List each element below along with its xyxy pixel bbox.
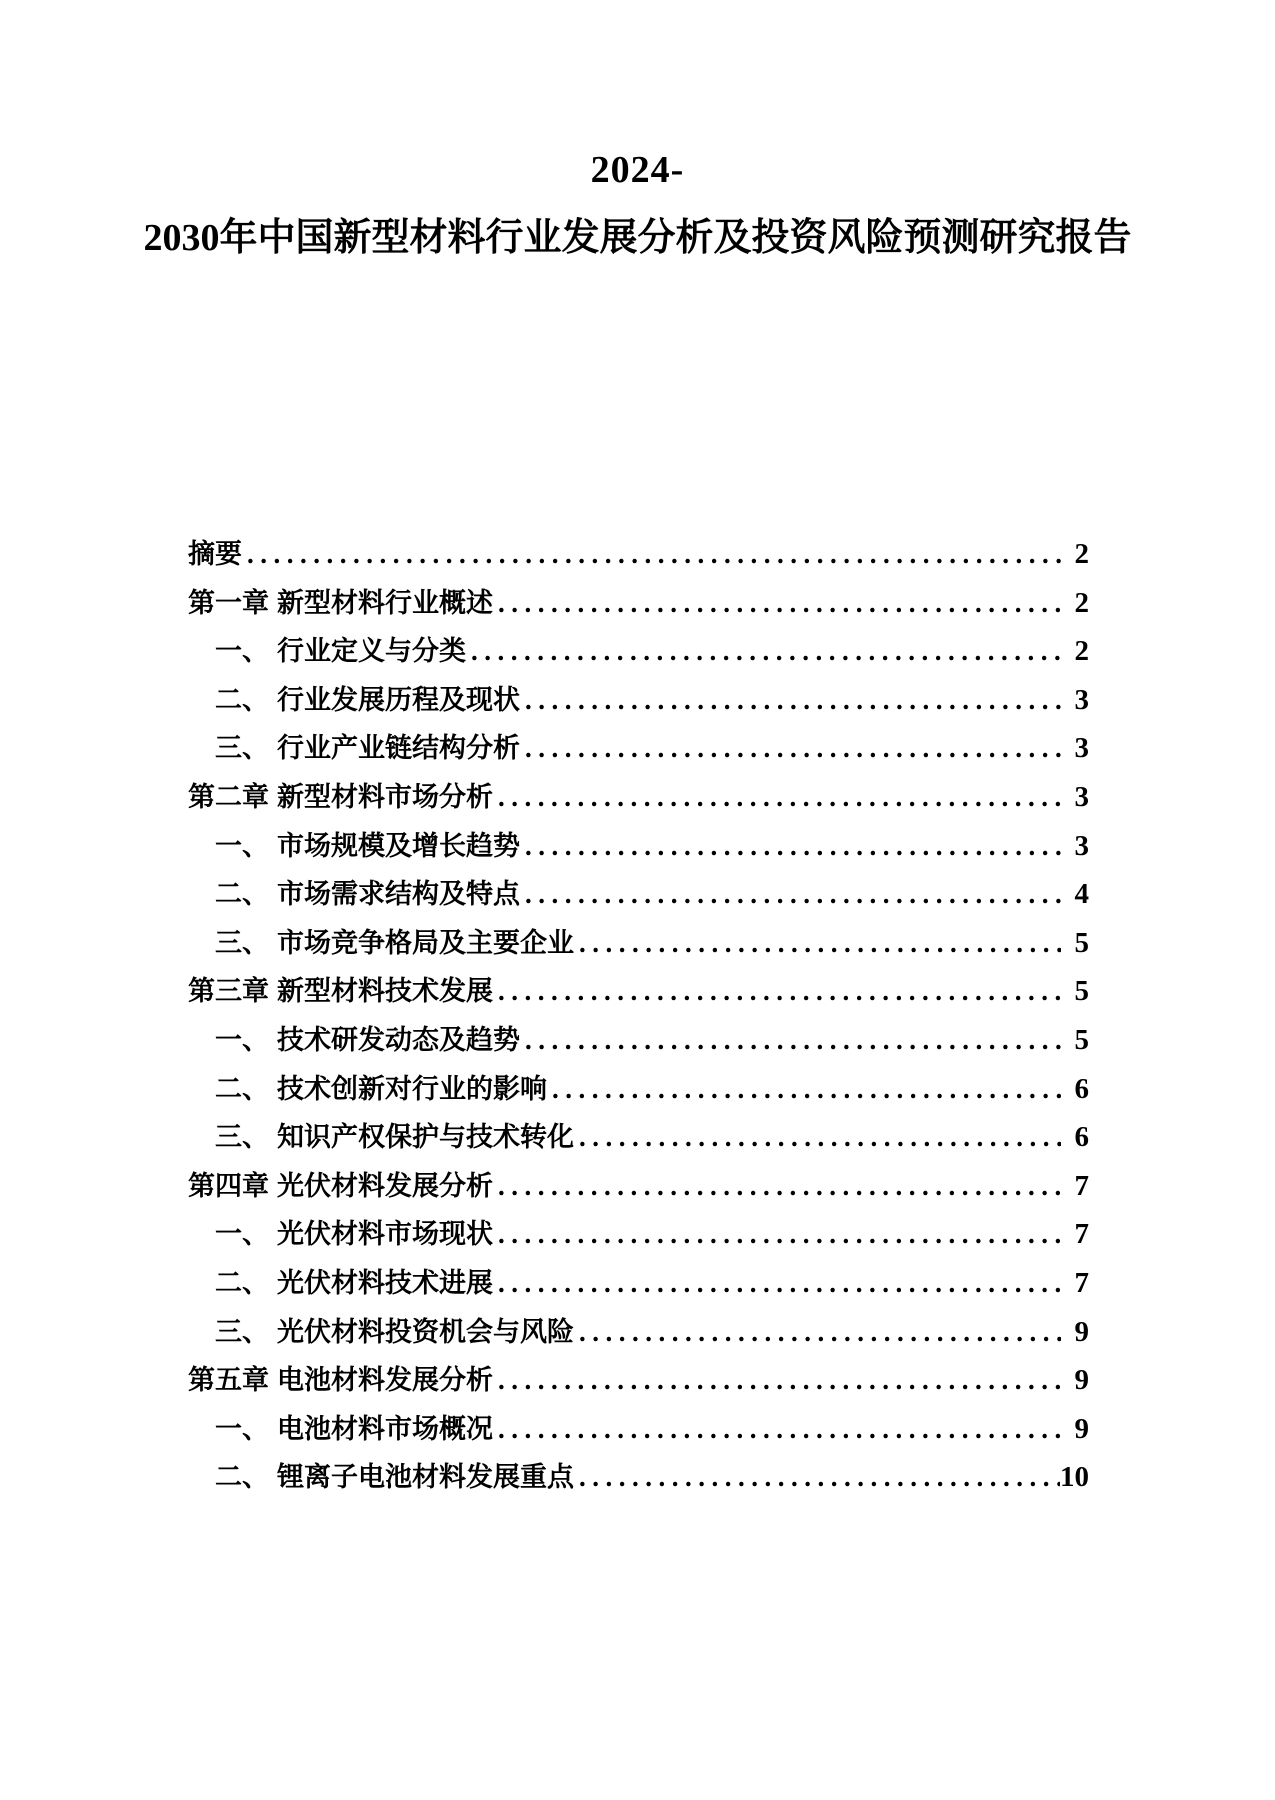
- document-page: [0, 150, 1275, 1800]
- toc-entry-number: 三、: [215, 733, 269, 764]
- toc-entry: [188, 530, 1089, 579]
- toc-entry-label: 新型材料技术发展: [277, 976, 493, 1007]
- toc-entry-label: 知识产权保护与技术转化: [277, 1122, 574, 1153]
- toc-entry-number: 第二章: [188, 781, 269, 812]
- toc-entry-page: 4: [1074, 878, 1089, 911]
- toc-entry-page: 9: [1074, 1364, 1089, 1397]
- report-title-line1: 2024-: [590, 149, 685, 191]
- toc-entry: [188, 870, 1089, 919]
- toc-entry-number: 第一章: [188, 587, 269, 618]
- toc-entry-label: 光伏材料发展分析: [277, 1170, 493, 1201]
- dot-leader: [574, 919, 1061, 968]
- dot-leader: [493, 1259, 1061, 1308]
- dot-leader: [493, 579, 1061, 628]
- dot-leader: [574, 1308, 1061, 1357]
- toc-entry: [188, 1065, 1089, 1114]
- toc-entry-page: 3: [1074, 780, 1089, 813]
- toc-entry-label: 光伏材料技术进展: [277, 1267, 493, 1298]
- dot-leader: [466, 627, 1061, 676]
- toc-entry-number: 一、: [215, 1219, 269, 1250]
- toc-entry-number: 一、: [215, 1413, 269, 1444]
- dot-leader: [520, 822, 1061, 871]
- toc-entry-page: 5: [1074, 975, 1089, 1008]
- toc-entry: [188, 579, 1089, 628]
- toc-entry-page: 2: [1074, 538, 1089, 570]
- toc-entry-number: 三、: [215, 927, 269, 958]
- toc-entry: [188, 1210, 1089, 1259]
- dot-leader: [493, 773, 1061, 822]
- dot-leader: [242, 530, 1061, 579]
- toc-entry-page: 9: [1074, 1412, 1089, 1445]
- toc-entry: [188, 1162, 1089, 1211]
- toc-entry-page: 6: [1074, 1121, 1089, 1154]
- report-title: [0, 150, 1275, 258]
- dot-leader: [493, 1405, 1061, 1454]
- toc-entry: [188, 919, 1089, 968]
- toc-entry-number: 三、: [215, 1316, 269, 1347]
- toc-entry-page: 7: [1074, 1266, 1089, 1299]
- toc-entry: [188, 676, 1089, 725]
- toc-entry-page: 2: [1074, 586, 1089, 619]
- toc-entry-page: 3: [1074, 683, 1089, 716]
- toc-entry-number: 二、: [215, 1462, 269, 1493]
- dot-leader: [493, 1162, 1061, 1211]
- toc-entry: [188, 1259, 1089, 1308]
- toc-entry-label: 市场需求结构及特点: [277, 879, 520, 910]
- toc-entry-number: 第四章: [188, 1170, 269, 1201]
- toc-entry-label: 新型材料市场分析: [277, 781, 493, 812]
- toc-entry-number: 一、: [215, 636, 269, 667]
- toc-entry-page: 3: [1074, 732, 1089, 765]
- toc-entry: [188, 1453, 1089, 1502]
- toc-entry-label: 技术研发动态及趋势: [277, 1024, 520, 1055]
- toc-entry: [188, 1016, 1089, 1065]
- toc-entry-page: 10: [1060, 1461, 1089, 1494]
- toc-entry-number: 二、: [215, 879, 269, 910]
- toc-entry-number: 一、: [215, 830, 269, 861]
- toc-entry: [188, 773, 1089, 822]
- toc-entry-label: 市场竞争格局及主要企业: [277, 927, 574, 958]
- toc-entry: [188, 1356, 1089, 1405]
- toc-entry-label: 技术创新对行业的影响: [277, 1073, 547, 1104]
- dot-leader: [493, 1356, 1061, 1405]
- toc-entry-label: 电池材料发展分析: [277, 1365, 493, 1396]
- toc-entry-label: 电池材料市场概况: [277, 1413, 493, 1444]
- toc-entry: [188, 1405, 1089, 1454]
- toc-entry-page: 5: [1074, 926, 1089, 959]
- toc-entry-page: 7: [1074, 1218, 1089, 1251]
- toc-entry: [188, 967, 1089, 1016]
- dot-leader: [520, 676, 1061, 725]
- toc-entry-number: 二、: [215, 1073, 269, 1104]
- toc-entry-number: 三、: [215, 1122, 269, 1153]
- toc-entry: [188, 1113, 1089, 1162]
- toc-entry-page: 3: [1074, 829, 1089, 862]
- toc-entry-label: 光伏材料市场现状: [277, 1219, 493, 1250]
- toc-entry-page: 5: [1074, 1023, 1089, 1056]
- toc-entry-page: 7: [1074, 1169, 1089, 1202]
- toc-entry: [188, 627, 1089, 676]
- dot-leader: [547, 1065, 1061, 1114]
- toc-entry-label: 行业产业链结构分析: [277, 733, 520, 764]
- toc-entry-label: 光伏材料投资机会与风险: [277, 1316, 574, 1347]
- toc-entry-number: 第三章: [188, 976, 269, 1007]
- table-of-contents: [188, 530, 1089, 1502]
- toc-entry-number: 第五章: [188, 1365, 269, 1396]
- toc-entry-label: 新型材料行业概述: [277, 587, 493, 618]
- report-title-line2: 2030年中国新型材料行业发展分析及投资风险预测研究报告: [143, 217, 1132, 259]
- dot-leader: [574, 1453, 1060, 1502]
- dot-leader: [493, 967, 1061, 1016]
- dot-leader: [520, 870, 1061, 919]
- toc-entry: [188, 1308, 1089, 1357]
- toc-entry-label: 行业定义与分类: [277, 636, 466, 667]
- toc-entry-number: 二、: [215, 1267, 269, 1298]
- toc-entry-label: 锂离子电池材料发展重点: [277, 1462, 574, 1493]
- toc-entry-page: 9: [1074, 1315, 1089, 1348]
- dot-leader: [574, 1113, 1061, 1162]
- toc-entry-page: 6: [1074, 1072, 1089, 1105]
- dot-leader: [520, 724, 1061, 773]
- toc-entry-number: 二、: [215, 684, 269, 715]
- toc-entry-label: 摘要: [188, 539, 242, 569]
- toc-entry-number: 一、: [215, 1024, 269, 1055]
- toc-entry: [188, 724, 1089, 773]
- dot-leader: [493, 1210, 1061, 1259]
- toc-entry-page: 2: [1074, 635, 1089, 668]
- toc-entry-label: 市场规模及增长趋势: [277, 830, 520, 861]
- toc-entry: [188, 822, 1089, 871]
- toc-entry-label: 行业发展历程及现状: [277, 684, 520, 715]
- dot-leader: [520, 1016, 1061, 1065]
